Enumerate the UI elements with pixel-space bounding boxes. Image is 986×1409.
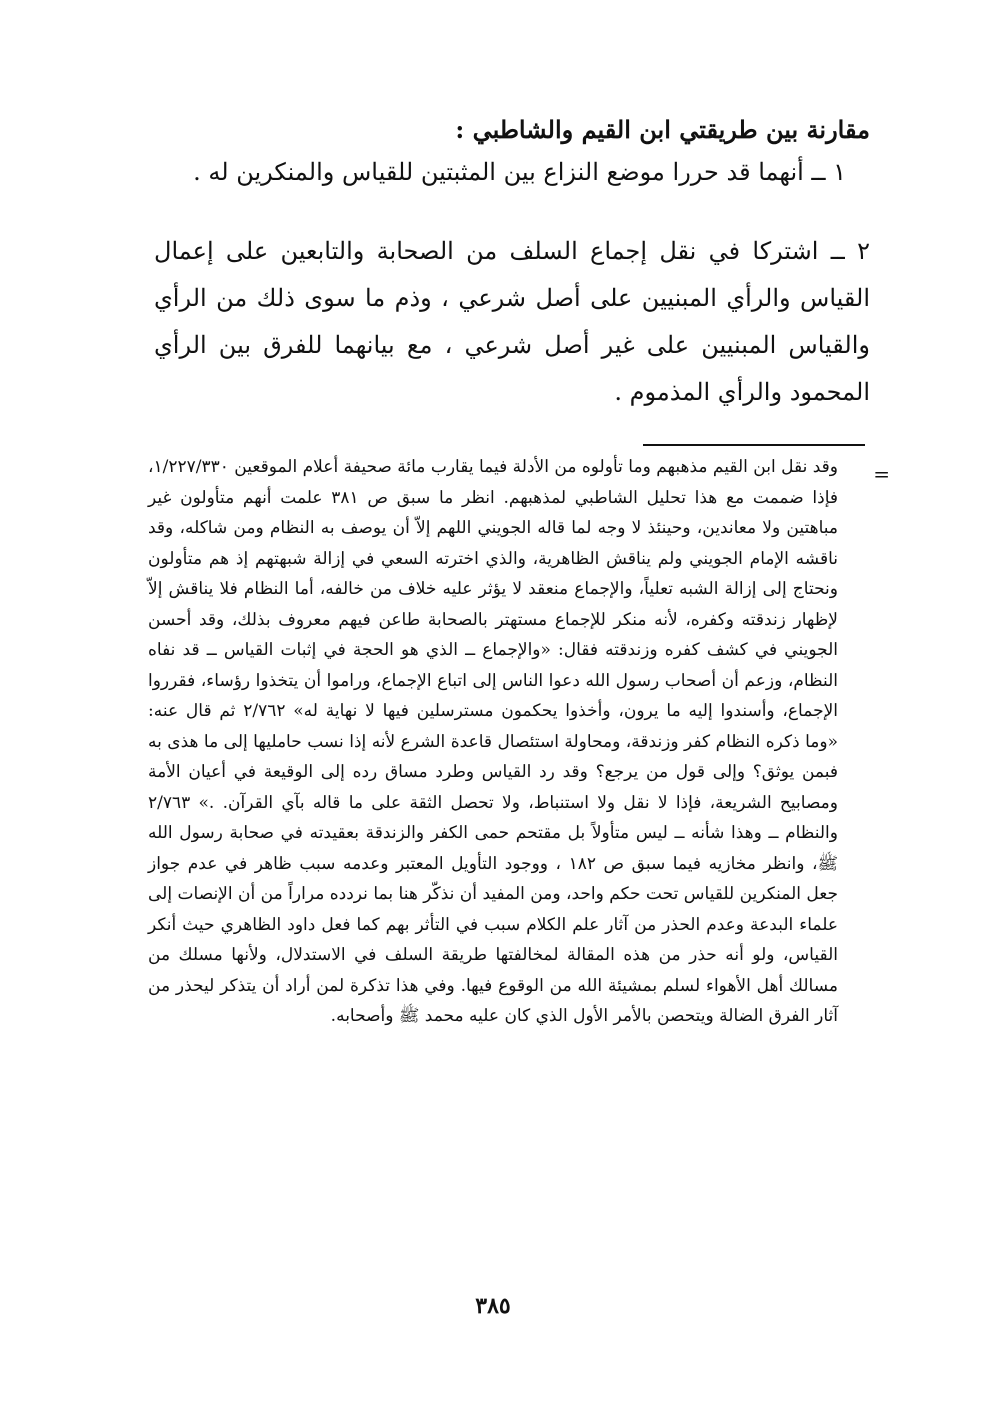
page-number: ٣٨٥ xyxy=(475,1293,511,1319)
footnote-text: وقد نقل ابن القيم مذهبهم وما تأولوه من الأدلة فيما يقارب مائة صحيفة أعلام الموقعين ١/٢٢٧/٣٣٠، فإذا ضممت مع هذا تحليل الشاطبي لمذهبهم. انظر ما سبق ص ٣٨١ علمت أنهم متأولون غير مباهتين ولا معاندين، وحينئذ لا وجه لما قاله الجويني اللهم إلاّ أن يوصف به النظام ومن شاكله، وقد ناقشه الإمام الجويني ولم يناقش الظاهرية، والذي اخترته السعي في إزالة شبهتهم إذ هم متأولون ونحتاج إلى إزالة الشبه تعلياً، والإجماع منعقد لا يؤثر عليه خلاف من خالفه، أما النظام فلا يناقش إلاّ لإظهار زندقته وكفره، لأنه منكر للإجماع مستهتر بالصحابة طاعن فيهم معروف بذلك، وقد أحسن الجويني في كشف كفره وزندقته فقال: «والإجماع ــ الذي هو الحجة في إثبات القياس ــ قد نفاه النظام، وزعم أن أصحاب رسول الله دعوا الناس إلى اتباع الإجماع، وراموا أن يتخذوا رؤساء، فقرروا الإجماع، وأسندوا إليه ما يرون، وأخذوا يحكمون مسترسلين فيها لا نهاية له» ٢/٧٦٢ ثم قال عنه: «وما ذكره النظام كفر وزندقة، ومحاولة استئصال قاعدة الشرع لأنه إذا نسب حامليها إلى ما هذى به فبمن يوثق؟ وإلى قول من يرجع؟ وقد رد القياس وطرد مساق رده إلى الوقيعة في أعيان الأمة ومصابيح الشريعة، فإذا لا نقل ولا استنباط، ولا تحصل الثقة على ما قاله بآي القرآن. .» ٢/٧٦٣ والنظام ــ وهذا شأنه ــ ليس متأولاً بل مقتحم حمى الكفر والزندقة بعقيدته في صحابة رسول الله ﷺ، وانظر مخازيه فيما سبق ص ١٨٢ ، ووجود التأويل المعتبر وعدمه سبب ظاهر في عدم جواز جعل المنكرين للقياس تحت حكم واحد، ومن المفيد أن نذكّر هنا بما نردده مراراً من أن الإنصات إلى علماء البدعة وعدم الحذر من آثار علم الكلام سبب في التأثر بهم كما فعل داود الظاهري حيث أنكر القياس، ولو أنه حذر من هذه المقالة لمخالفتها طريقة السلف في الاستدلال، ولأنها مسلك من مسالك أهل الأهواء لسلم بمشيئة الله من الوقوع فيها. وفي هذا تذكرة لمن أراد أن يتذكر ليحذر من آثار الفرق الضالة ويتحصن بالأمر الأول الذي كان عليه محمد ﷺ وأصحابه. xyxy=(148,457,838,1026)
section-heading: مقارنة بين طريقتي ابن القيم والشاطبي : xyxy=(455,115,870,144)
numbered-point-1: ١ ــ أنهما قد حررا موضع النزاع بين المثبتين للقياس والمنكرين له . xyxy=(193,158,846,186)
footnote-separator xyxy=(643,444,865,446)
numbered-point-2: ٢ ــ اشتركا في نقل إجماع السلف من الصحابة والتابعين على إعمال القياس والرأي المبنيين على أصل شرعي ، وذم ما سوى ذلك من الرأي والقياس المبنيين على غير أصل شرعي ، مع بيانهما للفرق بين الرأي المحمود والرأي المذموم . xyxy=(154,237,870,406)
footnote-continuation-mark: = xyxy=(873,462,890,486)
